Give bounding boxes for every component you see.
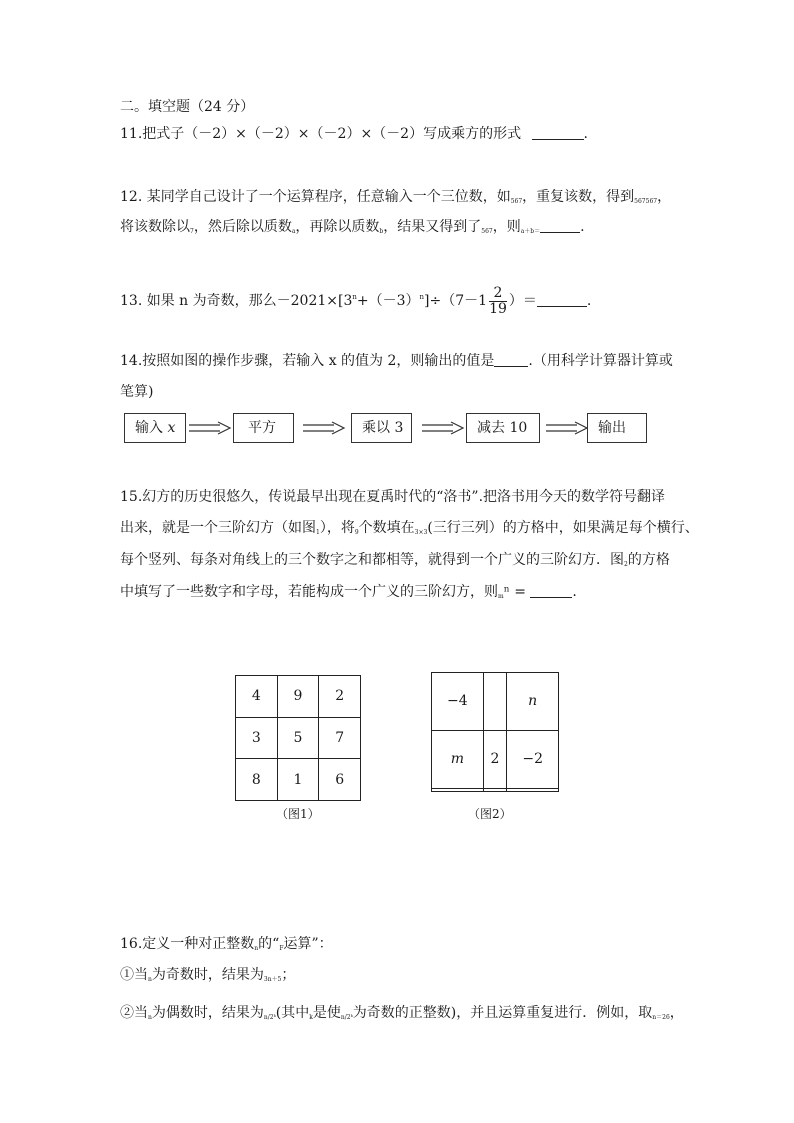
q16-text: ②当	[120, 1005, 148, 1021]
q12-sub: b	[379, 228, 384, 235]
flow-subtract-box: 减去 10	[466, 413, 540, 443]
q12-sub: a	[291, 228, 296, 235]
question-14-line2: 笔算)	[120, 384, 154, 400]
q12-text: ，重复该数，得到	[522, 189, 635, 205]
table-row	[236, 676, 361, 718]
grid-cell: −2	[507, 730, 559, 788]
flow-output-box: 输出	[587, 413, 647, 443]
q14-text: 14.按照如图的操作步骤，若输入 x 的值为 2，则输出的值是	[120, 353, 495, 369]
q16-text: 为奇数的正整数)，并且运算重复进行．例如，取	[352, 1005, 653, 1021]
q12-text: ，然后除以质数	[193, 219, 292, 235]
flow-input-var: x	[167, 420, 176, 436]
q16-sub: k	[309, 1014, 313, 1021]
q12-text: .	[580, 219, 585, 235]
grid-cell: 9	[277, 676, 319, 718]
table-row	[432, 788, 559, 791]
grid-cell: 1	[277, 759, 319, 801]
q12-text: ，	[657, 189, 672, 205]
grid-cell: −4	[432, 673, 484, 731]
q16-sub: 3n＋5	[263, 976, 282, 983]
question-16-line3	[120, 1004, 684, 1027]
q12-sub: 567	[510, 198, 523, 205]
q15-text: .把洛书用今天的数学符号翻译	[478, 489, 666, 505]
figure-2-caption: （图2）	[468, 807, 512, 821]
grid-cell: 4	[236, 676, 278, 718]
flow-arrow-icon	[545, 421, 589, 435]
grid-cell: 3	[236, 717, 278, 759]
answer-blank	[494, 354, 528, 367]
q12-text: 12. 某同学自己设计了一个运算程序，任意输入一个三位数，如	[120, 189, 511, 205]
answer-blank	[540, 220, 580, 233]
q11-text: 11.把式子（－2）×（－2）×（－2）×（－2）写成乘方的形式	[120, 126, 522, 142]
grid-cell: 2	[483, 730, 507, 788]
q15-sub: 3×3	[414, 529, 428, 536]
flow-arrow-icon	[421, 421, 465, 435]
grid-cell: m	[432, 730, 484, 788]
grid-cell	[432, 788, 484, 791]
q15-text: (三行三列）的方格中，如果满足每个横行、	[427, 520, 699, 536]
question-11	[120, 125, 588, 143]
q15-quote: “洛书”	[436, 489, 479, 505]
q15-text: 出来，就是一个三阶幻方（如图	[120, 520, 316, 536]
q15-text: 的方格	[627, 552, 670, 568]
q13-text: .	[586, 293, 592, 309]
grid-cell	[483, 788, 507, 791]
q14-text: .（用科学计算器计算或	[528, 353, 673, 369]
q16-text: ，	[669, 1005, 684, 1021]
q16-sub: n	[254, 945, 259, 952]
question-12-line1	[120, 188, 671, 211]
table-row	[432, 673, 559, 731]
q12-text: 将该数除以	[120, 219, 190, 235]
flow-input-box	[124, 413, 186, 443]
q15-text: 中填写了一些数字和字母，若能构成一个广义的三阶幻方，则	[120, 584, 498, 600]
q16-text: ；	[281, 967, 296, 983]
q16-text: 是使	[312, 1005, 341, 1021]
question-15-line3	[120, 551, 670, 574]
q16-text: ①当	[120, 967, 148, 983]
figure-1-caption: （图1）	[276, 807, 320, 821]
q12-sub: a＋b＝	[520, 228, 541, 235]
grid-cell: 6	[319, 759, 361, 801]
q15-text: 个数填在	[358, 520, 415, 536]
table-row	[236, 759, 361, 801]
q15-sub: 1	[316, 529, 320, 536]
section-title: 二。填空题（24 分）	[120, 99, 255, 115]
question-16-line2	[120, 966, 295, 989]
q16-sub: n＝26	[652, 1014, 670, 1021]
q13-text: 13. 如果 n 为奇数，那么－2021×[3	[120, 293, 353, 309]
grid-cell: 2	[319, 676, 361, 718]
answer-blank	[537, 294, 587, 307]
q16-text: 为奇数时，结果为	[151, 967, 264, 983]
q12-text: ，再除以质数	[295, 219, 380, 235]
grid-cell	[483, 673, 507, 731]
q11-end: .	[583, 126, 588, 142]
q15-text: 15.幻方的历史很悠久，传说最早出现在夏禹时代的	[120, 489, 437, 505]
flow-input-label: 输入	[135, 420, 168, 436]
q15-text: .	[572, 584, 577, 600]
question-16-line1	[120, 935, 333, 958]
question-13	[120, 282, 591, 317]
grid-cell: 8	[236, 759, 278, 801]
q16-sub: F	[279, 945, 284, 952]
table-row	[432, 730, 559, 788]
q13-text: ]÷（7－1	[424, 293, 488, 309]
magic-square-figure-2	[431, 672, 559, 792]
q15-sub: m	[498, 593, 504, 600]
answer-blank	[530, 585, 572, 598]
q13-text: +（－3）	[356, 293, 420, 309]
q12-sub: 7	[190, 228, 194, 235]
question-15-line1	[120, 488, 665, 506]
fraction-numerator: 2	[489, 286, 507, 302]
answer-blank	[532, 127, 584, 140]
table-row	[236, 717, 361, 759]
q15-sub: 2	[624, 561, 628, 568]
magic-square-figure-1	[235, 675, 361, 801]
grid-cell: 5	[277, 717, 319, 759]
q16-text: (其中	[275, 1005, 310, 1021]
flow-square-box: 平方	[233, 413, 294, 443]
q16-text: 运算”：	[283, 936, 333, 952]
q12-sub: 567567	[634, 198, 658, 205]
flow-multiply-box: 乘以 3	[351, 413, 412, 443]
q16-text: 16.定义一种对正整数	[120, 936, 255, 952]
flow-arrow-icon	[188, 421, 232, 435]
q13-sup: n	[419, 293, 425, 301]
flow-arrow-icon	[302, 421, 346, 435]
grid-cell: 7	[319, 717, 361, 759]
q15-sub: 9	[354, 529, 359, 536]
grid-cell	[507, 788, 559, 791]
q13-sup: n	[352, 293, 357, 301]
q15-text: ），将	[319, 520, 355, 536]
q16-text: 为偶数时，结果为	[151, 1005, 264, 1021]
q15-text: ⁿ =	[503, 584, 531, 600]
q13-text: ）＝	[508, 293, 537, 309]
grid-cell: n	[507, 673, 559, 731]
q12-sub: 567	[481, 228, 493, 235]
q12-text: ，结果又得到了	[383, 219, 482, 235]
q16-sub: n/2ᵏ	[263, 1014, 276, 1021]
q13-fraction	[489, 286, 507, 317]
q15-text: 每个竖列、每条对角线上的三个数字之和都相等，就得到一个广义的三阶幻方．图	[120, 552, 624, 568]
fraction-denominator: 19	[489, 300, 507, 317]
question-12-line2	[120, 218, 585, 241]
question-14-line1	[120, 352, 673, 370]
q16-sub: n	[148, 976, 152, 983]
q16-sub: n/2ᵏ	[340, 1014, 353, 1021]
q12-text: ，则	[492, 219, 521, 235]
q16-text: 的“	[258, 936, 280, 952]
question-15-line4	[120, 583, 577, 606]
q16-sub: n	[148, 1014, 152, 1021]
question-15-line2	[120, 519, 699, 542]
